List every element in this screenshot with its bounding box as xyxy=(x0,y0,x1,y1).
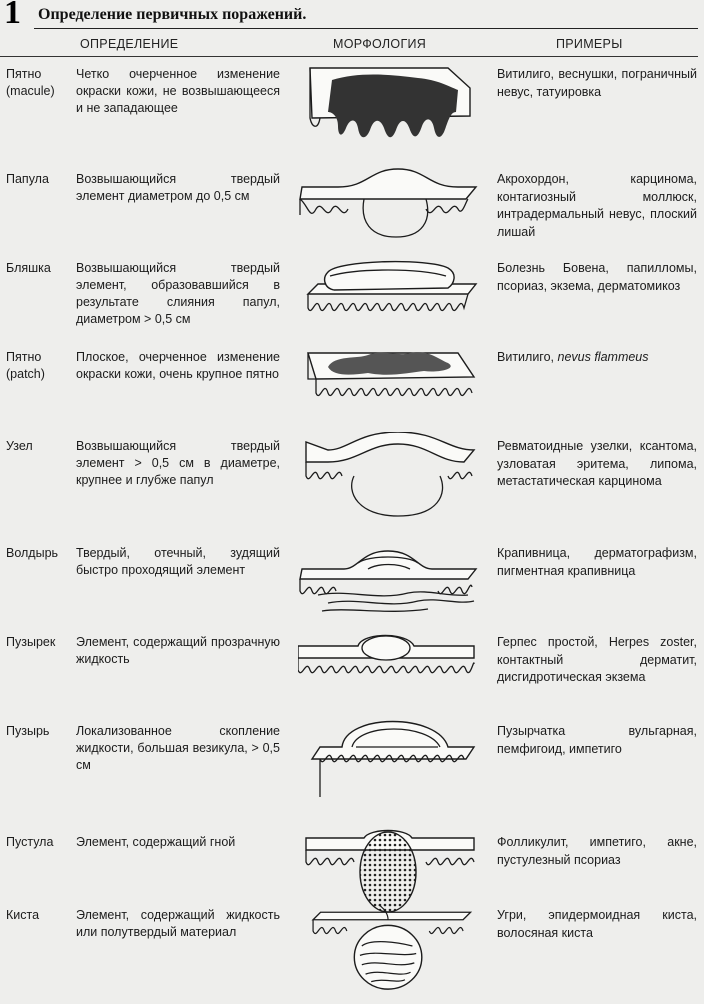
lesion-examples: Акрохордон, карцинома, контагиозный моллюск, интрадермальный невус, плоский лишай xyxy=(497,172,697,239)
wheal-diagram xyxy=(298,539,480,629)
lesion-definition: Элемент, содержащий гной xyxy=(76,835,236,849)
column-header-morphology: МОРФОЛОГИЯ xyxy=(333,37,427,51)
lesion-term: Пузырек xyxy=(6,635,56,649)
page-number: 1 xyxy=(4,0,21,31)
lesion-term: Пузырь xyxy=(6,724,50,738)
bulla-diagram xyxy=(298,717,480,807)
lesion-examples: Крапивница, дерматографизм, пигментная крапивница xyxy=(497,546,697,578)
cyst-diagram xyxy=(298,901,480,991)
lesion-definition: Элемент, содержащий прозрачную жидкость xyxy=(76,635,280,666)
lesion-term: Папула xyxy=(6,172,49,186)
header-rule xyxy=(0,56,698,57)
lesion-definition: Локализованное скопление жидкости, большая везикула, > 0,5 см xyxy=(76,724,280,772)
lesion-examples: Ревматоидные узелки, ксантома, узловатая эритема, липома, метастатическая карцинома xyxy=(497,439,697,488)
lesion-term: Пустула xyxy=(6,835,54,849)
papule-diagram xyxy=(298,165,480,255)
patch-diagram xyxy=(298,343,480,433)
lesion-definition: Возвышающийся твердый элемент, образовавшийся в результате слияния папул, диаметром > 0,5 см xyxy=(76,261,280,326)
lesion-examples: Фолликулит, импетиго, акне, пустулезный псориаз xyxy=(497,835,697,867)
lesion-definition: Плоское, очерченное изменение окраски кожи, очень крупное пятно xyxy=(76,350,280,381)
lesion-examples: Угри, эпидермоидная киста, волосяная киста xyxy=(497,908,697,940)
lesion-definition: Возвышающийся твердый элемент > 0,5 см в диаметре, крупнее и глубже папул xyxy=(76,439,280,487)
lesion-term: Пятно (patch) xyxy=(6,350,45,381)
lesion-examples: Пузырчатка вульгарная, пемфигоид, импетиго xyxy=(497,724,697,756)
lesion-definition: Элемент, содержащий жидкость или полутвердый материал xyxy=(76,908,280,939)
lesion-definition: Возвышающийся твердый элемент диаметром до 0,5 см xyxy=(76,172,280,203)
column-header-definition: ОПРЕДЕЛЕНИЕ xyxy=(80,37,179,51)
column-header-examples: ПРИМЕРЫ xyxy=(556,37,623,51)
title-rule xyxy=(34,28,698,29)
lesion-definition: Твердый, отечный, зудящий быстро проходящий элемент xyxy=(76,546,280,577)
vesicle-diagram xyxy=(298,628,480,718)
plaque-diagram xyxy=(298,254,480,344)
lesion-term: Узел xyxy=(6,439,33,453)
lesion-term: Бляшка xyxy=(6,261,51,275)
lesion-examples: Герпес простой, Herpes zoster, контактный дерматит, дисгидротическая экзема xyxy=(497,635,697,684)
lesion-examples: Витилиго, веснушки, пограничный невус, татуировка xyxy=(497,67,697,99)
lesion-definition: Четко очерченное изменение окраски кожи, не возвышающееся и не западающее xyxy=(76,67,280,115)
lesion-term: Киста xyxy=(6,908,40,922)
lesion-examples: Болезнь Бовена, папилломы, псориаз, экзема, дерматомикоз xyxy=(497,261,697,293)
page-title: Определение первичных поражений. xyxy=(38,6,307,23)
lesion-term: Волдырь xyxy=(6,546,59,560)
nodule-diagram xyxy=(298,432,480,522)
macule-diagram xyxy=(298,60,480,150)
lesion-term: Пятно (macule) xyxy=(6,67,55,98)
lesion-examples: Витилиго, nevus flammeus xyxy=(497,350,649,364)
